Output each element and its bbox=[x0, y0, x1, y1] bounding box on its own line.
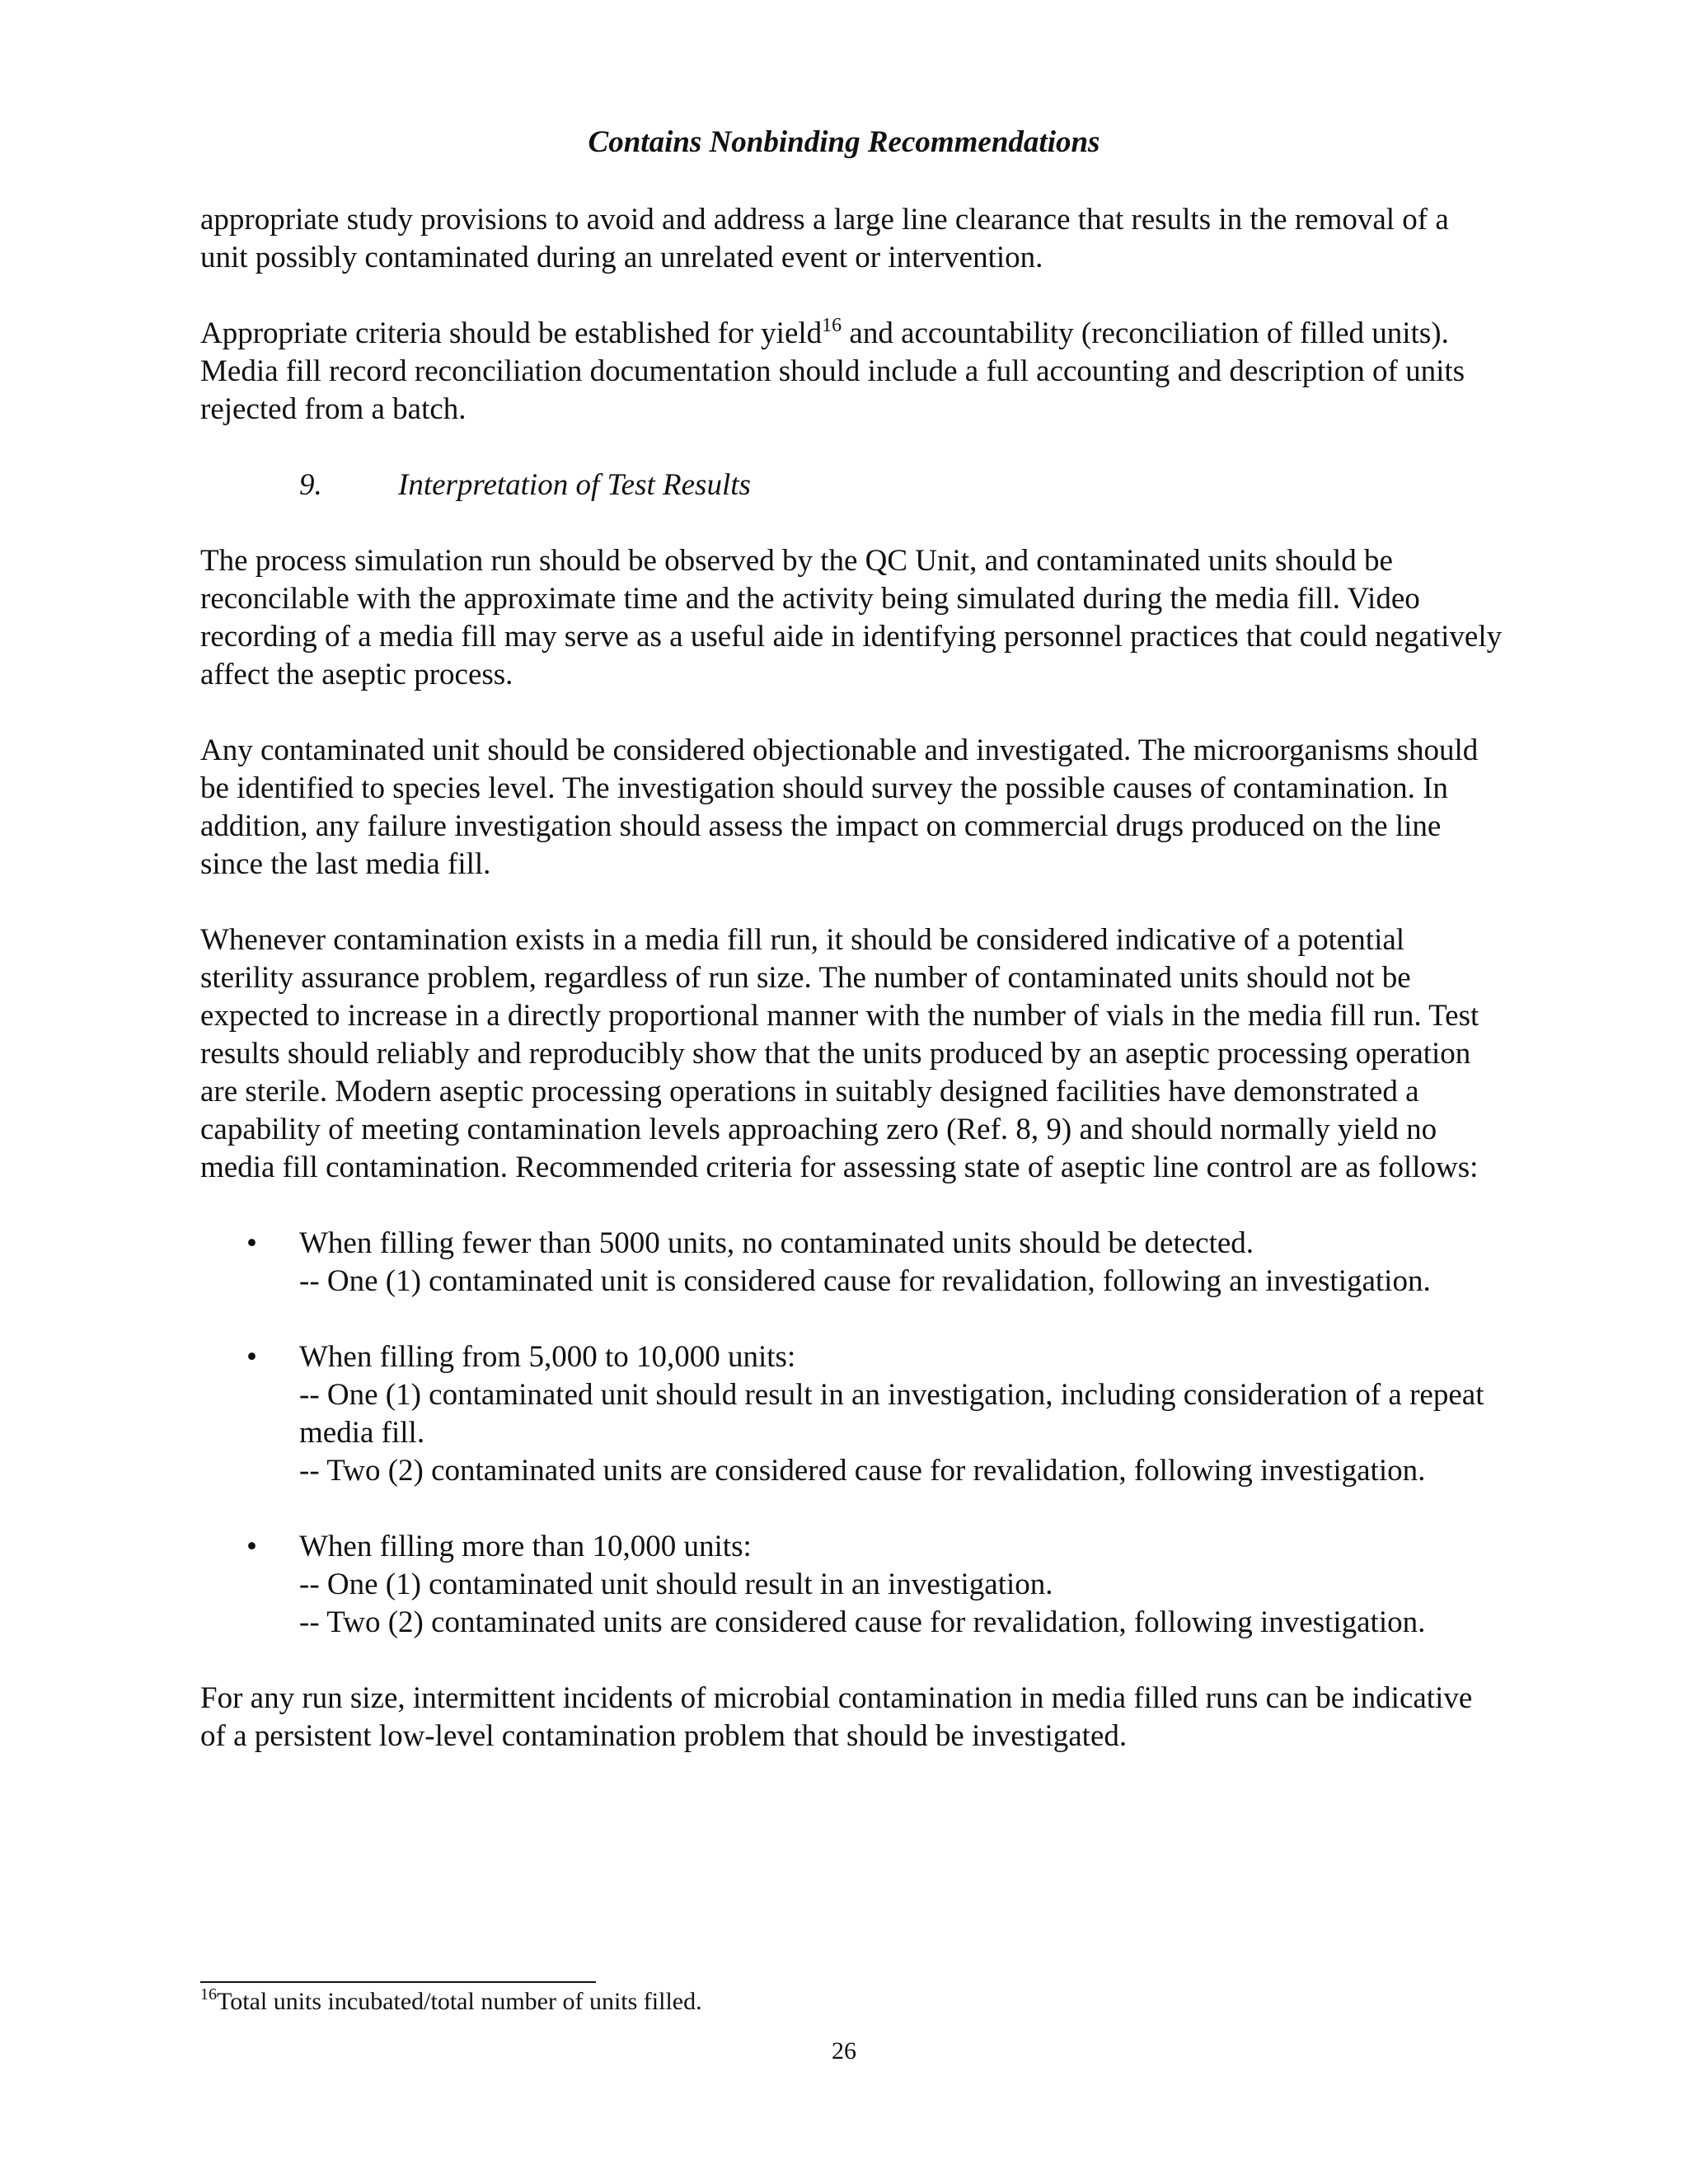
footnote bbox=[200, 1986, 1503, 2018]
paragraph-intermittent-incidents: For any run size, intermittent incidents of microbial contamination in media filled runs can be indicative of a persistent low-level contamination problem that should be investigated. bbox=[200, 1681, 1473, 1753]
section-title: Interpretation of Test Results bbox=[398, 468, 751, 502]
footnote-divider bbox=[200, 1981, 596, 1983]
criteria-list bbox=[200, 1225, 1503, 1642]
bullet-icon: • bbox=[246, 1340, 257, 1374]
paragraph-process-simulation: The process simulation run should be observed by the QC Unit, and contaminated units should be reconcilable with the approximate time and the activity being simulated during the media fill. Video recording of a media fill may serve as a useful aide in identifying personnel practices that could negatively affect the aseptic process. bbox=[200, 544, 1503, 691]
page-header: Contains Nonbinding Recommendations bbox=[588, 125, 1100, 159]
list-item bbox=[200, 1338, 1503, 1490]
bullet-icon: • bbox=[246, 1226, 257, 1260]
list-item-lead: When filling fewer than 5000 units, no contaminated units should be detected. bbox=[299, 1226, 1254, 1260]
footnote-reference: 16 bbox=[822, 315, 842, 336]
footnote-number: 16 bbox=[200, 1985, 217, 2004]
footnote-text: Total units incubated/total number of units filled. bbox=[217, 1988, 702, 2015]
list-item bbox=[200, 1225, 1503, 1301]
list-item-lead: When filling more than 10,000 units: bbox=[299, 1530, 752, 1563]
page-number: 26 bbox=[832, 2037, 856, 2064]
bullet-icon: • bbox=[246, 1530, 257, 1563]
section-number: 9. bbox=[299, 468, 322, 502]
list-item-subline: -- Two (2) contaminated units are considered cause for revalidation, following investigation. bbox=[299, 1605, 1426, 1639]
list-item-subline: -- One (1) contaminated unit is considered cause for revalidation, following an investigation. bbox=[299, 1264, 1431, 1298]
paragraph-yield-text-end: and accountability (reconciliation of filled units). Media fill record reconciliation documentation should include a full accounting and description of units rejected from a batch. bbox=[200, 316, 1465, 426]
paragraph-yield-criteria bbox=[200, 315, 1503, 429]
paragraph-contaminated-unit: Any contaminated unit should be considered objectionable and investigated. The microorganisms should be identified to species level. The investigation should survey the possible causes of contamination. In addition, any failure investigation should assess the impact on commercial drugs produced on the line since the last media fill. bbox=[200, 733, 1479, 881]
list-item-subline: -- One (1) contaminated unit should result in an investigation. bbox=[299, 1568, 1053, 1601]
list-item-subline: -- Two (2) contaminated units are considered cause for revalidation, following investigation. bbox=[299, 1454, 1426, 1488]
list-item bbox=[200, 1528, 1503, 1642]
page-content bbox=[200, 201, 1503, 1793]
paragraph-contamination-indicative: Whenever contamination exists in a media fill run, it should be considered indicative of a potential sterility assurance problem, regardless of run size. The number of contaminated units should not be expected to increase in a directly proportional manner with the number of vials in the media fill run. Test results should reliably and reproducibly show that the units produced by an aseptic processing operation are sterile. Modern aseptic processing operations in suitably designed facilities have demonstrated a capability of meeting contamination levels approaching zero (Ref. 8, 9) and should normally yield no media fill contamination. Recommended criteria for assessing state of aseptic line control are as follows: bbox=[200, 923, 1479, 1184]
paragraph-line-clearance: appropriate study provisions to avoid and address a large line clearance that results in the removal of a unit possibly contaminated during an unrelated event or intervention. bbox=[200, 203, 1449, 274]
section-heading bbox=[200, 466, 1503, 504]
list-item-lead: When filling from 5,000 to 10,000 units: bbox=[299, 1340, 796, 1374]
paragraph-yield-text-start: Appropriate criteria should be established for yield bbox=[200, 316, 823, 350]
list-item-subline: -- One (1) contaminated unit should result in an investigation, including consideration of a repeat media fill. bbox=[299, 1378, 1484, 1450]
